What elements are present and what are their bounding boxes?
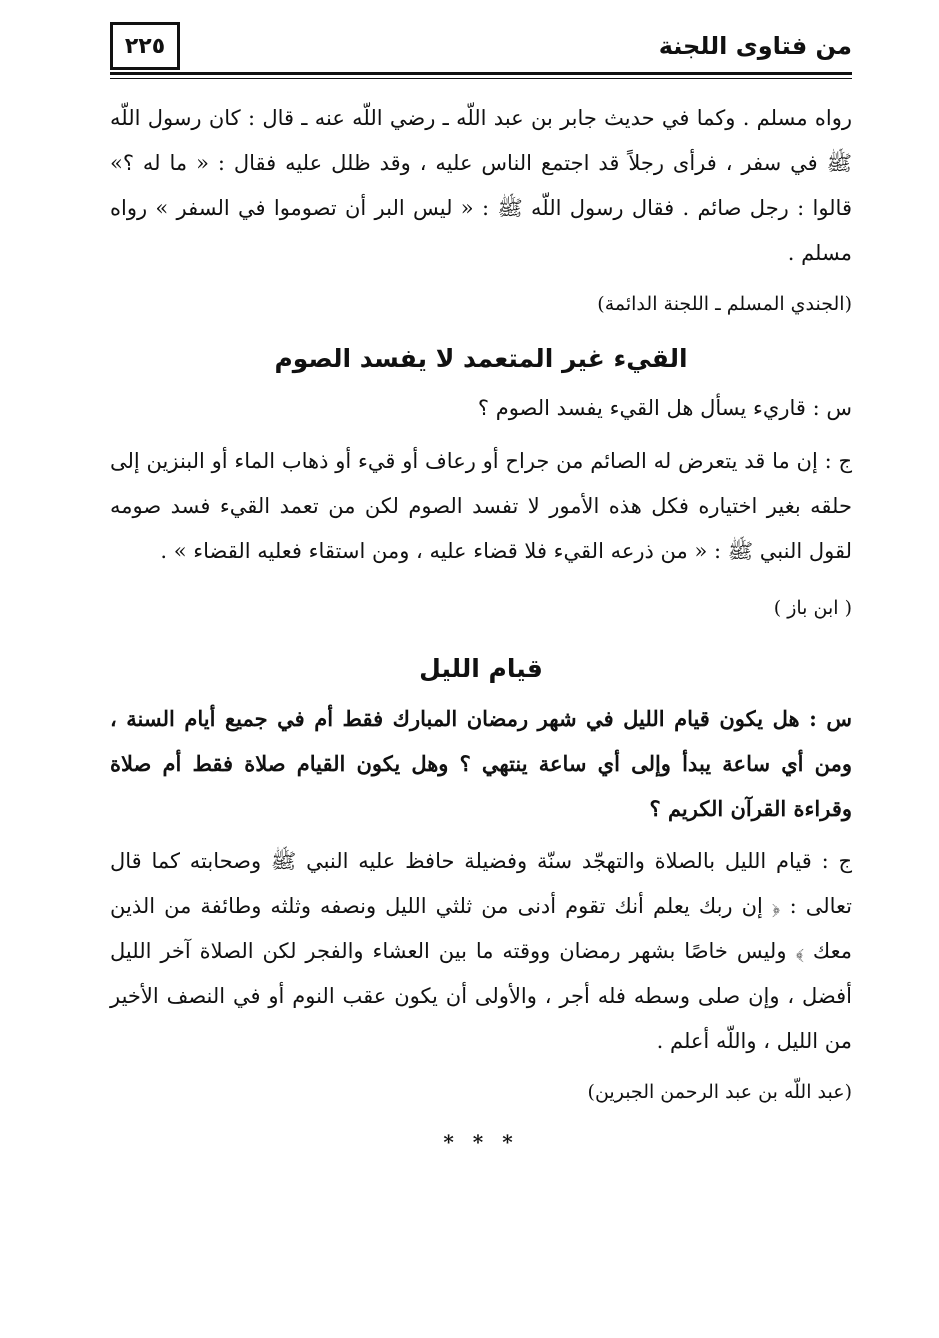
header-rule-thin [110,78,852,79]
question-night-prayer: س : هل يكون قيام الليل في شهر رمضان المبارك فقط أم في جميع أيام السنة ، ومن أي ساعة يبدأ وإلى أي ساعة ينتهي ؟ وهل يكون القيام صلاة فقط أم صلاة وقراءة القرآن الكريم ؟ [110,706,852,821]
page-content [110,96,852,1164]
answer-night-prayer: ج : قيام الليل بالصلاة والتهجّد سنّة وفضيلة حافظ عليه النبي ﷺ وصحابته كما قال تعالى : ﴿ إن ربك يعلم أنك تقوم أدنى من ثلثي الليل ونصفه وثلثه وطائفة من الذين معك ﴾ وليس خاصًا بشهر رمضان ووقته ما بين العشاء والفجر لكن الصلاة آخر الليل أفضل ، وإن صلى وسطه فله أجر ، والأولى أن يكون عقب النوم أو في النصف الأخير من الليل ، واللّه أعلم . [110,849,852,1053]
answer-vomit: ج : إن ما قد يتعرض له الصائم من جراح أو رعاف أو قيء أو ذهاب الماء أو البنزين إلى حلقه بغير اختياره فكل هذه الأمور لا تفسد الصوم لكن من تعمد القيء فسد صومه لقول النبي ﷺ : « من ذرعه القيء فلا قضاء عليه ، ومن استقاء فعليه القضاء » . [110,449,852,563]
intro-source: (الجندي المسلم ـ اللجنة الدائمة) [597,293,852,315]
source-night-prayer: (عبد اللّه بن عبد الرحمن الجبرين) [587,1081,852,1103]
document-page [110,22,852,1312]
page-header [110,22,852,78]
page-number: ٢٢٥ [110,22,180,70]
section-title-night-prayer: قيام الليل [419,654,543,683]
section-title-vomit: القيء غير المتعمد لا يفسد الصوم [274,344,688,373]
question-vomit: س : قاريء يسأل هل القيء يفسد الصوم ؟ [477,396,852,420]
section-separator: * * * [443,1130,519,1154]
intro-paragraph: رواه مسلم . وكما في حديث جابر بن عبد اللّه ـ رضي اللّه عنه ـ قال : كان رسول اللّه ﷺ في سفر ، فرأى رجلاً قد اجتمع الناس عليه ، وقد ظلل عليه فقال : « ما له ؟» قالوا : رجل صائم . فقال رسول اللّه ﷺ : « ليس البر أن تصوموا في السفر » رواه مسلم . [110,106,852,265]
running-title: من فتاوى اللجنة [658,32,852,60]
source-vomit: ( ابن باز ) [773,597,852,619]
header-rule [110,72,852,75]
